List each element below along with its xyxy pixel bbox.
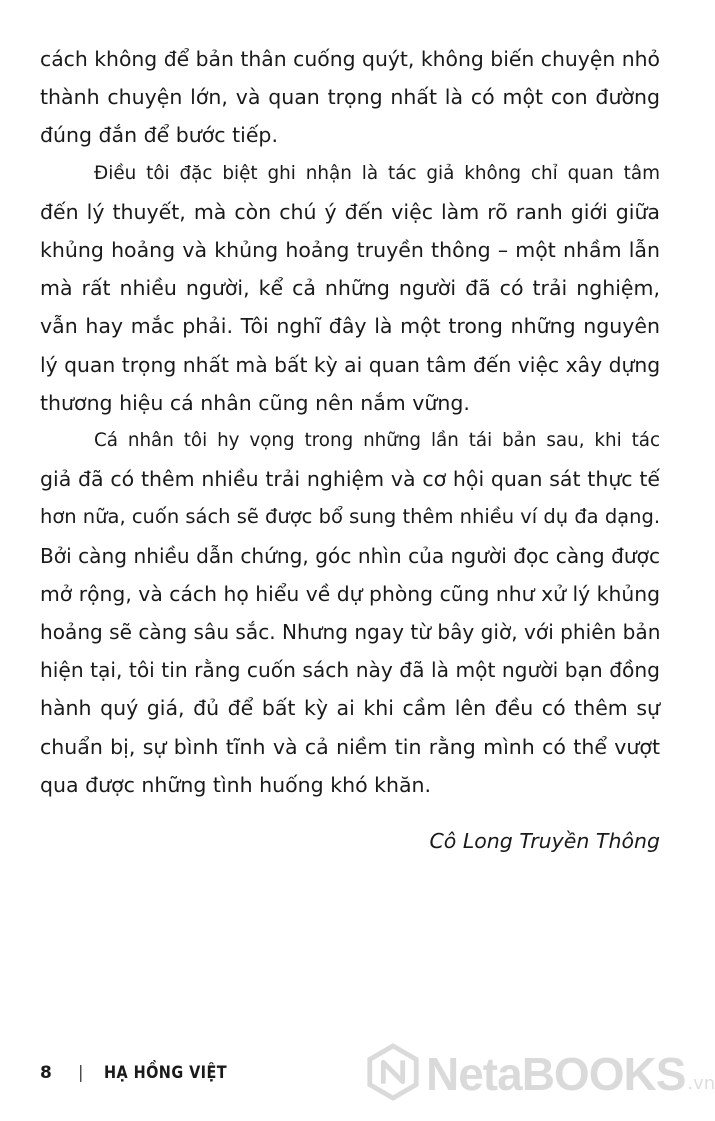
text-line: qua được những tình huống khó khăn. [40, 772, 432, 797]
watermark-suffix: .vn [687, 1073, 715, 1094]
text-line: thương hiệu cá nhân cũng nên nắm vững. [40, 390, 470, 415]
text-line: hoảng sẽ càng sâu sắc. Nhưng ngay từ bây giờ, với phiên bản [40, 620, 661, 645]
author-name: HẠ HỒNG VIỆT [103, 1063, 227, 1083]
text-line: Cá nhân tôi hy vọng trong những lần tái bản sau, khi tác [94, 430, 660, 452]
paragraph-1 [40, 40, 660, 155]
netabooks-logo-icon [364, 1043, 422, 1105]
text-line: hiện tại, tôi tin rằng cuốn sách này đã là một người bạn đồng [40, 658, 660, 683]
text-line: cách không để bản thân cuống quýt, không biến chuyện nhỏ [40, 47, 660, 71]
paragraph-2 [40, 155, 660, 422]
page-footer [40, 1063, 248, 1083]
text-line: đúng đắn để bước tiếp. [40, 123, 278, 148]
signature: Cô Long Truyền Thông [429, 829, 660, 853]
watermark [364, 1042, 715, 1106]
text-line: hành quý giá, đủ để bất kỳ ai khi cầm lên đều có thêm sự [40, 696, 660, 721]
paragraph-3 [40, 422, 660, 804]
text-line: hơn nữa, cuốn sách sẽ được bổ sung thêm nhiều ví dụ đa dạng. [40, 505, 661, 529]
text-line: chuẩn bị, sự bình tĩnh và cả niềm tin rằng mình có thể vượt [40, 734, 660, 759]
text-line: đến lý thuyết, mà còn chú ý đến việc làm rõ ranh giới giữa [40, 199, 660, 224]
text-line: vẫn hay mắc phải. Tôi nghĩ đây là một trong những nguyên [40, 314, 660, 339]
text-line: mở rộng, và cách họ hiểu về dự phòng cũng như xử lý khủng [40, 581, 660, 606]
watermark-brand: NetaBOOKS [426, 1048, 686, 1100]
text-line: thành chuyện lớn, và quan trọng nhất là có một con đường [40, 85, 660, 110]
footer-separator: | [77, 1063, 84, 1083]
text-line: lý quan trọng nhất mà bất kỳ ai quan tâm đến việc xây dựng [40, 352, 661, 377]
text-line: mà rất nhiều người, kể cả những người đã có trải nghiệm, [40, 276, 660, 301]
text-line: giả đã có thêm nhiều trải nghiệm và cơ hội quan sát thực tế [40, 467, 660, 492]
body-text [40, 40, 660, 804]
page-number: 8 [40, 1063, 52, 1083]
text-line: Bởi càng nhiều dẫn chứng, góc nhìn của người đọc càng được [40, 543, 660, 568]
text-line: Điều tôi đặc biệt ghi nhận là tác giả không chỉ quan tâm [94, 162, 660, 184]
text-line: khủng hoảng và khủng hoảng truyền thông – một nhầm lẫn [40, 238, 660, 263]
